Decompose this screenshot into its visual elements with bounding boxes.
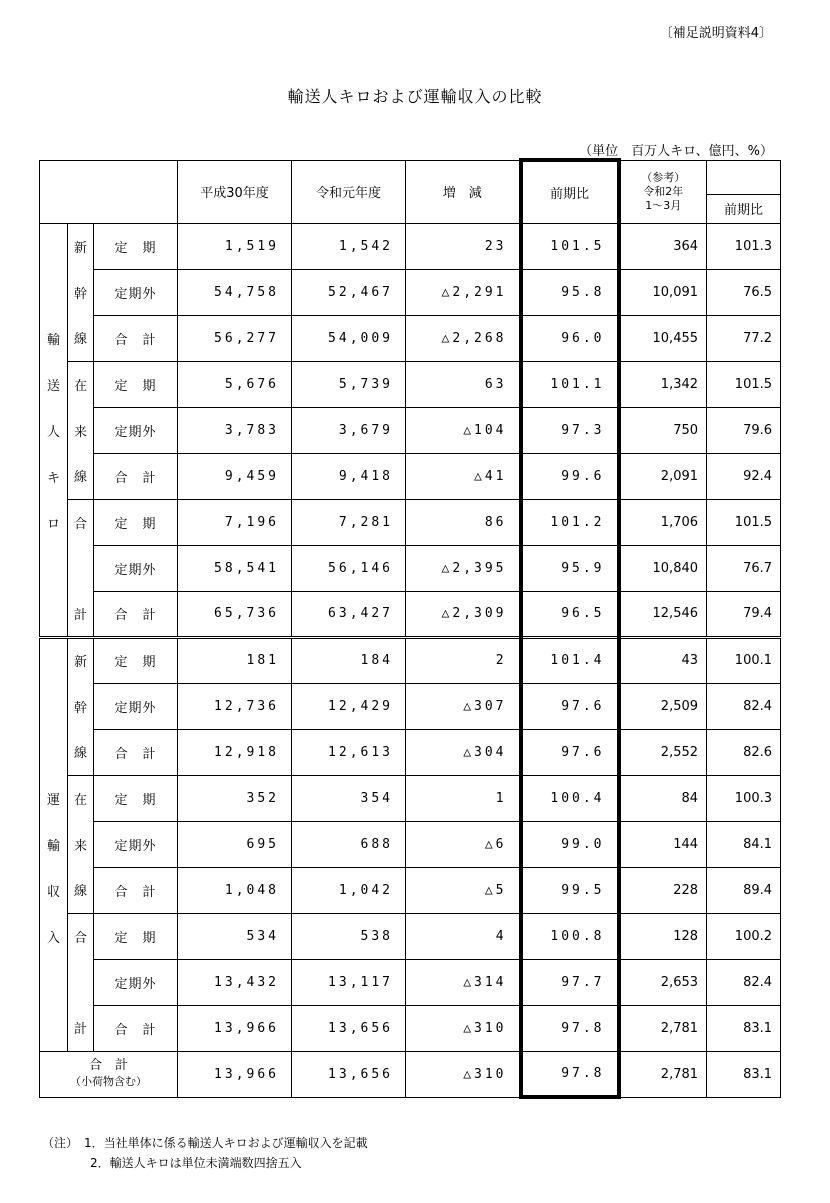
- header-ref-mid: 令和2年: [643, 184, 684, 198]
- table-row: [40, 499, 781, 545]
- passenger-value-d: 96.5: [521, 591, 619, 637]
- table-row: [40, 729, 781, 775]
- revenue-value-a: 13,432: [178, 959, 292, 1005]
- revenue-value-b: 13,117: [292, 959, 406, 1005]
- passenger-group-cell: 来: [68, 407, 94, 453]
- grand-total-value-b: 13,656: [292, 1051, 406, 1097]
- passenger-category-cell: [40, 223, 68, 269]
- passenger-value-b: 9,418: [292, 453, 406, 499]
- passenger-value-e: 10,455: [619, 315, 707, 361]
- passenger-value-e: 750: [619, 407, 707, 453]
- passenger-value-b: 1,542: [292, 223, 406, 269]
- passenger-sub-label: 定期外: [94, 269, 178, 315]
- grand-total-value-a: 13,966: [178, 1051, 292, 1097]
- passenger-value-a: 1,519: [178, 223, 292, 269]
- header-ref-bot: 1～3月: [645, 198, 682, 212]
- revenue-value-b: 13,656: [292, 1005, 406, 1051]
- revenue-group-cell: 来: [68, 821, 94, 867]
- revenue-category-cell: [40, 729, 68, 775]
- passenger-value-b: 5,739: [292, 361, 406, 407]
- revenue-category-cell: 入: [40, 913, 68, 959]
- passenger-group-cell: 線: [68, 315, 94, 361]
- revenue-category-cell: 運: [40, 775, 68, 821]
- footnotes: [42, 1133, 368, 1173]
- revenue-category-cell: [40, 1005, 68, 1051]
- passenger-sub-label: 定 期: [94, 223, 178, 269]
- passenger-value-d: 101.2: [521, 499, 619, 545]
- passenger-value-b: 56,146: [292, 545, 406, 591]
- passenger-value-f: 76.5: [707, 269, 781, 315]
- passenger-value-f: 76.7: [707, 545, 781, 591]
- revenue-value-f: 100.3: [707, 775, 781, 821]
- passenger-value-f: 101.5: [707, 499, 781, 545]
- revenue-value-e: 2,509: [619, 683, 707, 729]
- revenue-category-cell: 収: [40, 867, 68, 913]
- revenue-value-f: 100.2: [707, 913, 781, 959]
- passenger-sub-label: 合 計: [94, 591, 178, 637]
- table-row: [40, 407, 781, 453]
- revenue-value-b: 538: [292, 913, 406, 959]
- grand-total-label-line1: 合 計: [89, 1058, 129, 1073]
- reference-label: 〔補足説明資料4〕: [659, 26, 772, 41]
- revenue-value-f: 84.1: [707, 821, 781, 867]
- passenger-sub-label: 定 期: [94, 499, 178, 545]
- passenger-value-a: 7,196: [178, 499, 292, 545]
- passenger-value-c: 86: [406, 499, 521, 545]
- passenger-sub-label: 定期外: [94, 545, 178, 591]
- passenger-value-d: 99.6: [521, 453, 619, 499]
- passenger-category-cell: ロ: [40, 499, 68, 545]
- passenger-category-cell: 送: [40, 361, 68, 407]
- revenue-value-b: 12,613: [292, 729, 406, 775]
- table-row: [40, 1005, 781, 1051]
- revenue-value-c: △6: [406, 821, 521, 867]
- unit-note: （単位 百万人キロ、億円、%）: [579, 144, 773, 159]
- revenue-category-cell: 輸: [40, 821, 68, 867]
- table-row: [40, 821, 781, 867]
- revenue-value-c: △304: [406, 729, 521, 775]
- table-row: [40, 959, 781, 1005]
- revenue-sub-label: 定期外: [94, 821, 178, 867]
- revenue-value-e: 144: [619, 821, 707, 867]
- passenger-value-b: 63,427: [292, 591, 406, 637]
- revenue-sub-label: 合 計: [94, 729, 178, 775]
- revenue-value-a: 12,918: [178, 729, 292, 775]
- note-1: （注） 1．当社単体に係る輸送人キロおよび運輸収入を記載: [42, 1136, 368, 1150]
- revenue-value-e: 2,552: [619, 729, 707, 775]
- passenger-group-cell: 新: [68, 223, 94, 269]
- revenue-value-f: 82.6: [707, 729, 781, 775]
- revenue-value-e: 84: [619, 775, 707, 821]
- passenger-value-e: 10,840: [619, 545, 707, 591]
- passenger-value-b: 7,281: [292, 499, 406, 545]
- revenue-value-d: 100.4: [521, 775, 619, 821]
- revenue-group-cell: 線: [68, 729, 94, 775]
- revenue-value-c: 2: [406, 637, 521, 683]
- passenger-value-c: △2,395: [406, 545, 521, 591]
- note-2: 2．輸送人キロは単位未満端数四捨五入: [42, 1156, 302, 1170]
- revenue-value-e: 128: [619, 913, 707, 959]
- passenger-value-d: 95.9: [521, 545, 619, 591]
- table-row: [40, 683, 781, 729]
- revenue-group-cell: 在: [68, 775, 94, 821]
- header-ref-top: （参考）: [641, 170, 686, 184]
- revenue-value-d: 97.8: [521, 1005, 619, 1051]
- passenger-value-e: 12,546: [619, 591, 707, 637]
- revenue-value-d: 97.7: [521, 959, 619, 1005]
- revenue-group-cell: 計: [68, 1005, 94, 1051]
- revenue-sub-label: 定 期: [94, 637, 178, 683]
- passenger-value-f: 92.4: [707, 453, 781, 499]
- passenger-value-a: 65,736: [178, 591, 292, 637]
- revenue-sub-label: 定期外: [94, 959, 178, 1005]
- revenue-value-d: 97.6: [521, 729, 619, 775]
- passenger-category-cell: 輸: [40, 315, 68, 361]
- header-ref-yoy: 前期比: [707, 194, 781, 223]
- revenue-value-f: 100.1: [707, 637, 781, 683]
- passenger-group-cell: 在: [68, 361, 94, 407]
- revenue-value-d: 99.0: [521, 821, 619, 867]
- header-ref-blank: [707, 160, 781, 194]
- passenger-value-b: 3,679: [292, 407, 406, 453]
- revenue-value-b: 1,042: [292, 867, 406, 913]
- comparison-table: [39, 158, 781, 1099]
- revenue-value-a: 695: [178, 821, 292, 867]
- passenger-value-c: △2,268: [406, 315, 521, 361]
- passenger-value-f: 101.3: [707, 223, 781, 269]
- header-h2018: 平成30年度: [178, 160, 292, 223]
- revenue-category-cell: [40, 959, 68, 1005]
- revenue-value-a: 1,048: [178, 867, 292, 913]
- grand-total-label-line2: （小荷物含む）: [70, 1075, 147, 1088]
- passenger-value-c: 63: [406, 361, 521, 407]
- revenue-value-d: 100.8: [521, 913, 619, 959]
- revenue-value-a: 13,966: [178, 1005, 292, 1051]
- revenue-sub-label: 定期外: [94, 683, 178, 729]
- revenue-value-d: 99.5: [521, 867, 619, 913]
- table-row: [40, 867, 781, 913]
- passenger-value-d: 101.5: [521, 223, 619, 269]
- passenger-value-c: △41: [406, 453, 521, 499]
- passenger-value-e: 364: [619, 223, 707, 269]
- passenger-value-a: 54,758: [178, 269, 292, 315]
- passenger-value-f: 79.6: [707, 407, 781, 453]
- passenger-value-f: 79.4: [707, 591, 781, 637]
- revenue-sub-label: 合 計: [94, 1005, 178, 1051]
- passenger-value-c: △2,291: [406, 269, 521, 315]
- passenger-value-d: 95.8: [521, 269, 619, 315]
- passenger-sub-label: 定期外: [94, 407, 178, 453]
- revenue-sub-label: 合 計: [94, 867, 178, 913]
- revenue-value-e: 2,653: [619, 959, 707, 1005]
- passenger-value-c: △2,309: [406, 591, 521, 637]
- revenue-sub-label: 定 期: [94, 775, 178, 821]
- revenue-value-b: 12,429: [292, 683, 406, 729]
- revenue-value-c: △307: [406, 683, 521, 729]
- grand-total-value-f: 83.1: [707, 1051, 781, 1097]
- passenger-category-cell: キ: [40, 453, 68, 499]
- revenue-value-d: 97.6: [521, 683, 619, 729]
- passenger-value-c: 23: [406, 223, 521, 269]
- revenue-group-cell: 幹: [68, 683, 94, 729]
- passenger-value-a: 56,277: [178, 315, 292, 361]
- passenger-value-d: 101.1: [521, 361, 619, 407]
- revenue-value-a: 534: [178, 913, 292, 959]
- revenue-value-e: 2,781: [619, 1005, 707, 1051]
- header-diff: 増 減: [406, 160, 521, 223]
- passenger-value-c: △104: [406, 407, 521, 453]
- passenger-category-cell: [40, 591, 68, 637]
- table-row: [40, 775, 781, 821]
- passenger-category-cell: 人: [40, 407, 68, 453]
- passenger-value-e: 2,091: [619, 453, 707, 499]
- passenger-group-cell: 線: [68, 453, 94, 499]
- passenger-group-cell: [68, 545, 94, 591]
- revenue-value-c: △314: [406, 959, 521, 1005]
- revenue-category-cell: [40, 683, 68, 729]
- revenue-value-f: 89.4: [707, 867, 781, 913]
- revenue-category-cell: [40, 637, 68, 683]
- revenue-value-c: 1: [406, 775, 521, 821]
- table-row: [40, 223, 781, 269]
- revenue-value-f: 83.1: [707, 1005, 781, 1051]
- revenue-sub-label: 定 期: [94, 913, 178, 959]
- revenue-group-cell: 線: [68, 867, 94, 913]
- passenger-value-e: 10,091: [619, 269, 707, 315]
- revenue-value-e: 228: [619, 867, 707, 913]
- passenger-value-b: 54,009: [292, 315, 406, 361]
- passenger-value-f: 101.5: [707, 361, 781, 407]
- revenue-value-a: 181: [178, 637, 292, 683]
- table-row: [40, 913, 781, 959]
- table-row: [40, 637, 781, 683]
- passenger-value-a: 58,541: [178, 545, 292, 591]
- revenue-value-a: 12,736: [178, 683, 292, 729]
- revenue-value-f: 82.4: [707, 683, 781, 729]
- grand-total-value-e: 2,781: [619, 1051, 707, 1097]
- passenger-value-e: 1,706: [619, 499, 707, 545]
- revenue-value-b: 688: [292, 821, 406, 867]
- header-yoy: 前期比: [521, 160, 619, 223]
- passenger-value-f: 77.2: [707, 315, 781, 361]
- table-row: [40, 315, 781, 361]
- passenger-value-d: 96.0: [521, 315, 619, 361]
- table-row: [40, 591, 781, 637]
- header-reference: [619, 160, 707, 223]
- revenue-value-b: 354: [292, 775, 406, 821]
- passenger-category-cell: [40, 269, 68, 315]
- passenger-value-a: 9,459: [178, 453, 292, 499]
- revenue-group-cell: [68, 959, 94, 1005]
- grand-total-value-c: △310: [406, 1051, 521, 1097]
- page-title: 輸送人キロおよび運輸収入の比較: [287, 87, 543, 106]
- passenger-value-b: 52,467: [292, 269, 406, 315]
- passenger-group-cell: 幹: [68, 269, 94, 315]
- grand-total-label: [40, 1051, 178, 1097]
- passenger-value-e: 1,342: [619, 361, 707, 407]
- grand-total-row: [40, 1051, 781, 1097]
- table-row: [40, 269, 781, 315]
- table-row: [40, 545, 781, 591]
- passenger-value-d: 97.3: [521, 407, 619, 453]
- passenger-sub-label: 合 計: [94, 315, 178, 361]
- passenger-sub-label: 合 計: [94, 453, 178, 499]
- passenger-value-a: 3,783: [178, 407, 292, 453]
- header-blank: [40, 160, 178, 223]
- revenue-group-cell: 合: [68, 913, 94, 959]
- passenger-sub-label: 定 期: [94, 361, 178, 407]
- revenue-value-c: △5: [406, 867, 521, 913]
- revenue-value-c: △310: [406, 1005, 521, 1051]
- table-row: [40, 361, 781, 407]
- grand-total-value-d: 97.8: [521, 1051, 619, 1097]
- revenue-value-a: 352: [178, 775, 292, 821]
- table-row: [40, 453, 781, 499]
- header-h2019: 令和元年度: [292, 160, 406, 223]
- revenue-value-f: 82.4: [707, 959, 781, 1005]
- revenue-value-e: 43: [619, 637, 707, 683]
- passenger-group-cell: 合: [68, 499, 94, 545]
- passenger-category-cell: [40, 545, 68, 591]
- revenue-group-cell: 新: [68, 637, 94, 683]
- revenue-value-d: 101.4: [521, 637, 619, 683]
- revenue-value-b: 184: [292, 637, 406, 683]
- passenger-value-a: 5,676: [178, 361, 292, 407]
- revenue-value-c: 4: [406, 913, 521, 959]
- passenger-group-cell: 計: [68, 591, 94, 637]
